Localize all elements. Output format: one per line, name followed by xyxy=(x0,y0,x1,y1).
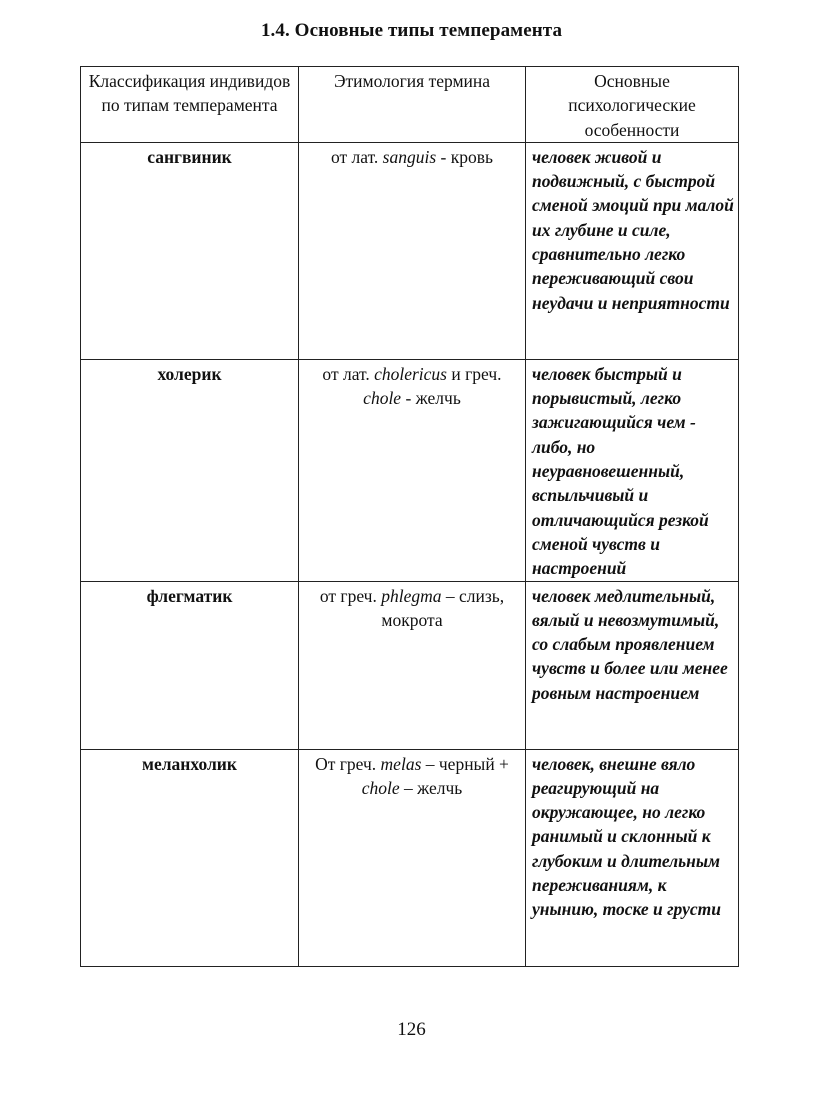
latin-term: cholericus xyxy=(374,363,447,384)
latin-term: sanguis xyxy=(382,146,437,167)
etymology-text: от лат. xyxy=(331,146,383,167)
etymology-text: - желчь xyxy=(401,388,461,409)
etymology-cell xyxy=(299,749,526,966)
etymology-text: от лат. xyxy=(322,363,375,384)
latin-term: chole xyxy=(361,777,400,798)
latin-term: chole xyxy=(363,388,402,409)
description-cell: человек быстрый и порывистый, легко зажигающийся чем - либо, но неуравновешенный, вспыльчивый и отличающийся резкой сменой чувств и настроений xyxy=(526,359,739,581)
description-cell: человек живой и подвижный, с быстрой сменой эмоций при малой их глубине и силе, сравнительно легко переживающий свои неудачи и неприятности xyxy=(526,142,739,359)
etymology-text: – черный + xyxy=(421,753,509,774)
latin-term: melas xyxy=(380,753,422,774)
temperament-type: холерик xyxy=(81,359,299,581)
etymology-cell xyxy=(299,142,526,359)
latin-term: phlegma xyxy=(381,585,442,606)
etymology-cell xyxy=(299,359,526,581)
etymology-text: От греч. xyxy=(315,753,381,774)
temperament-type: сангвиник xyxy=(81,142,299,359)
etymology-text: – желчь xyxy=(399,777,463,798)
page-number: 126 xyxy=(397,1019,426,1040)
page-title: 1.4. Основные типы темперамента xyxy=(260,20,563,41)
table-row xyxy=(81,749,739,966)
temperament-table xyxy=(80,66,739,967)
table-header-row xyxy=(81,67,739,143)
temperament-type: флегматик xyxy=(81,581,299,749)
etymology-text: - кровь xyxy=(436,146,493,167)
column-header-etymology: Этимология термина xyxy=(299,67,526,143)
description-cell: человек медлительный, вялый и невозмутимый, со слабым проявлением чувств и более или менее ровным настроением xyxy=(526,581,739,749)
etymology-text: и греч. xyxy=(447,363,502,384)
table-row xyxy=(81,142,739,359)
etymology-cell xyxy=(299,581,526,749)
table-row xyxy=(81,359,739,581)
table-row xyxy=(81,581,739,749)
column-header-features: Основные психологические особенности xyxy=(526,67,739,143)
temperament-type: меланхолик xyxy=(81,749,299,966)
description-cell: человек, внешне вяло реагирующий на окружающее, но легко ранимый и склонный к глубоким и длительным переживаниям, к унынию, тоске и грусти xyxy=(526,749,739,966)
column-header-classification: Классификация индивидов по типам темперамента xyxy=(81,67,299,143)
etymology-text: – слизь, мокрота xyxy=(381,585,505,630)
etymology-text: от греч. xyxy=(319,585,382,606)
